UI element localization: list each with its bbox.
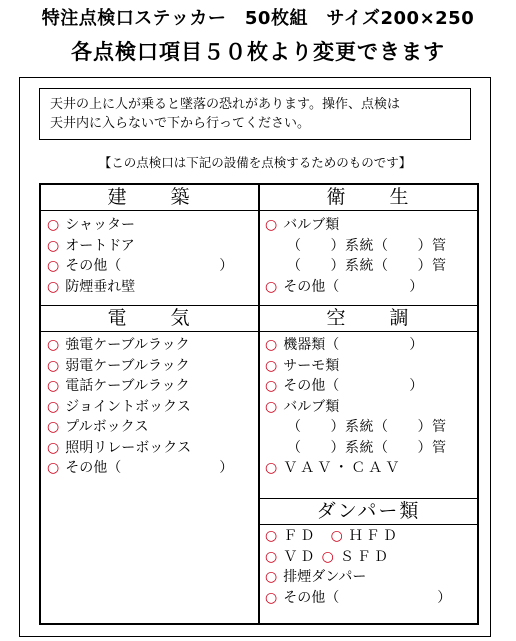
system-pipe-line: （ ）系統（ ）管 (287, 258, 447, 274)
list-item: ○ その他（ ） (47, 258, 234, 274)
circle-marker: ○ (47, 337, 60, 353)
circle-marker: ○ (265, 278, 278, 295)
header-divider-middle (41, 331, 477, 332)
circle-marker: ○ (265, 217, 278, 233)
circle-marker: ○ (265, 337, 278, 353)
circle-marker: ○ (265, 357, 278, 374)
list-eisei (265, 215, 447, 297)
system-pipe-line: （ ）系統（ ）管 (287, 237, 447, 254)
circle-marker: ○ (265, 378, 278, 394)
circle-marker: ○ (47, 237, 60, 254)
circle-marker: ○ (330, 528, 343, 544)
circle-marker: ○ (47, 278, 60, 295)
list-item: ○ オートドア (47, 237, 135, 254)
list-item: ○ バルブ類 (265, 217, 340, 233)
list-item: ○ その他（ ） (265, 278, 424, 295)
header-denki: 電 気 (107, 307, 192, 329)
list-item: ○ ジョイントボックス (47, 398, 191, 415)
list-item: ○ 防煙垂れ壁 (47, 278, 136, 295)
list-item: ○ 排煙ダンパー (265, 569, 367, 585)
warning-box (39, 88, 471, 140)
list-item: ○ サーモ類 (265, 357, 340, 374)
list-item: ○ その他（ ） (265, 589, 452, 606)
system-pipe-line: （ ）系統（ ）管 (287, 419, 447, 435)
system-pipe-line: （ ）系統（ ）管 (287, 439, 447, 456)
list-item: ○ 電話ケーブルラック (47, 378, 190, 394)
product-subtitle: 各点検口項目５０枚より変更できます (71, 40, 445, 64)
header-damper: ダンパー類 (316, 500, 421, 522)
circle-marker: ○ (265, 589, 278, 606)
header-eisei: 衛 生 (326, 186, 411, 208)
list-item: ○ ＶＡＶ・ＣＡＶ (265, 460, 403, 476)
warning-line-1: 天井の上に人が乗ると墜落の恐れがあります。操作、点検は (50, 97, 400, 112)
circle-marker: ○ (265, 548, 278, 565)
list-item: ○ バルブ類 (265, 398, 340, 415)
list-kenchiku (47, 215, 233, 297)
header-divider-top (41, 210, 477, 211)
circle-marker: ○ (265, 528, 278, 544)
circle-marker: ○ (265, 398, 278, 415)
list-item: ○ その他（ ） (265, 378, 424, 394)
circle-marker: ○ (47, 357, 60, 374)
list-item: ○ 照明リレーボックス (47, 439, 192, 456)
damper-divider-bottom (260, 524, 477, 525)
list-kucho (265, 335, 447, 479)
circle-marker: ○ (47, 439, 60, 456)
sticker (19, 77, 491, 637)
list-item: ○ プルボックス (47, 419, 149, 435)
circle-marker: ○ (47, 460, 60, 476)
circle-marker: ○ (321, 548, 334, 565)
circle-marker: ○ (47, 217, 60, 233)
list-item: ○ ＶＤ ○ ＳＦＤ (265, 548, 391, 565)
warning-line-2: 天井内に入らないで下から行ってください。 (50, 116, 311, 131)
circle-marker: ○ (47, 398, 60, 415)
circle-marker: ○ (47, 378, 60, 394)
equipment-grid (39, 183, 479, 625)
list-item: ○ シャッター (47, 217, 135, 233)
list-item: ○ 弱電ケーブルラック (47, 357, 190, 374)
header-kucho: 空 調 (326, 307, 411, 329)
header-kenchiku: 建 築 (107, 186, 192, 208)
circle-marker: ○ (265, 460, 278, 476)
list-denki (47, 335, 233, 479)
list-item: ○ 機器類（ ） (265, 337, 424, 353)
list-damper (265, 526, 451, 608)
circle-marker: ○ (47, 258, 60, 274)
list-item: ○ その他（ ） (47, 460, 234, 476)
column-divider (258, 185, 260, 623)
circle-marker: ○ (265, 569, 278, 585)
notice-text: 【この点検口は下記の設備を点検するためのものです】 (98, 155, 412, 170)
product-title: 特注点検口ステッカー 50枚組 サイズ200×250 (41, 8, 475, 29)
list-item: ○ 強電ケーブルラック (47, 337, 190, 353)
circle-marker: ○ (47, 419, 60, 435)
list-item: ○ ＦＤ ○ ＨＦＤ (265, 528, 400, 544)
